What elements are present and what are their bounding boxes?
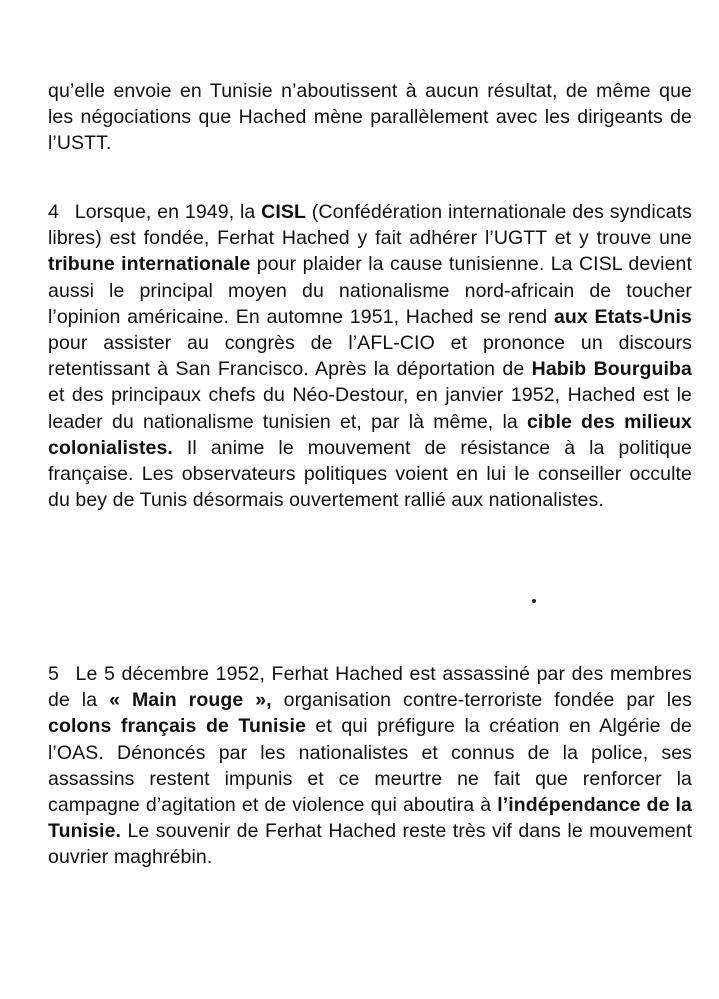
text-run: (Confédération internationale des syndicats libres) est fondée, Ferhat Hached y fait adhérer l’UGTT et y trouve une bbox=[48, 201, 692, 250]
bold-phrase: « Main rouge », bbox=[109, 689, 272, 712]
text-run: Le souvenir de Ferhat Hached reste très vif dans le mouvement ouvrier maghrébin. bbox=[48, 820, 692, 869]
bold-phrase: l’indépendance de la Tunisie. bbox=[48, 794, 692, 843]
bold-phrase: CISL bbox=[261, 201, 306, 223]
text-run: et des principaux chefs du Néo-Destour, en janvier 1952, Hached est le leader du nationalisme tunisien et, par là même, la bbox=[48, 384, 692, 433]
text-run: Lorsque, en 1949, la bbox=[74, 201, 262, 223]
bold-phrase: cible des milieux colonialistes. bbox=[48, 410, 692, 459]
bold-phrase: tribune internationale bbox=[48, 253, 251, 276]
text-run: Il anime le mouvement de résistance à la politique française. Les observateurs politiques voient en lui le conseiller occulte du bey de Tunis désormais ouvertement rallié aux nationalistes. bbox=[48, 436, 692, 512]
text-run: et qui préfigure la création en Algérie de l’OAS. Dénoncés par les nationalistes et connus de la police, ses assassins restent impunis et ce meurtre ne fait que renforcer la campagne d’agitation et de violence qui aboutira à bbox=[48, 715, 692, 817]
bold-phrase: Habib Bourguiba bbox=[531, 358, 693, 381]
text-run: pour assister au congrès de l’AFL-CIO et prononce un discours retentissant à San Francisco. Après la déportation de bbox=[48, 332, 692, 381]
bold-phrase: colons français de Tunisie bbox=[48, 715, 306, 738]
text-run: organisation contre-terroriste fondée par les bbox=[271, 689, 692, 712]
paragraph-note-5 bbox=[48, 661, 692, 871]
note-number: 4 bbox=[48, 201, 59, 223]
paragraph-continuation bbox=[48, 78, 692, 157]
text-run: qu’elle envoie en Tunisie n’aboutissent à aucun résultat, de même que les négociations que Hached mène parallèlement avec les dirigeants de l’USTT. bbox=[48, 80, 692, 155]
scan-speck bbox=[532, 599, 536, 603]
text-run: Le 5 décembre 1952, Ferhat Hached est assassiné par des membres de la bbox=[48, 663, 692, 712]
note-number: 5 bbox=[48, 663, 59, 685]
text-run: pour plaider la cause tunisienne. La CISL devient aussi le principal moyen du nationalisme nord-africain de toucher l’opinion américaine. En automne 1951, Hached se rend bbox=[48, 253, 692, 328]
bold-phrase: aux Etats-Unis bbox=[553, 305, 692, 328]
paragraph-note-4 bbox=[48, 199, 692, 513]
